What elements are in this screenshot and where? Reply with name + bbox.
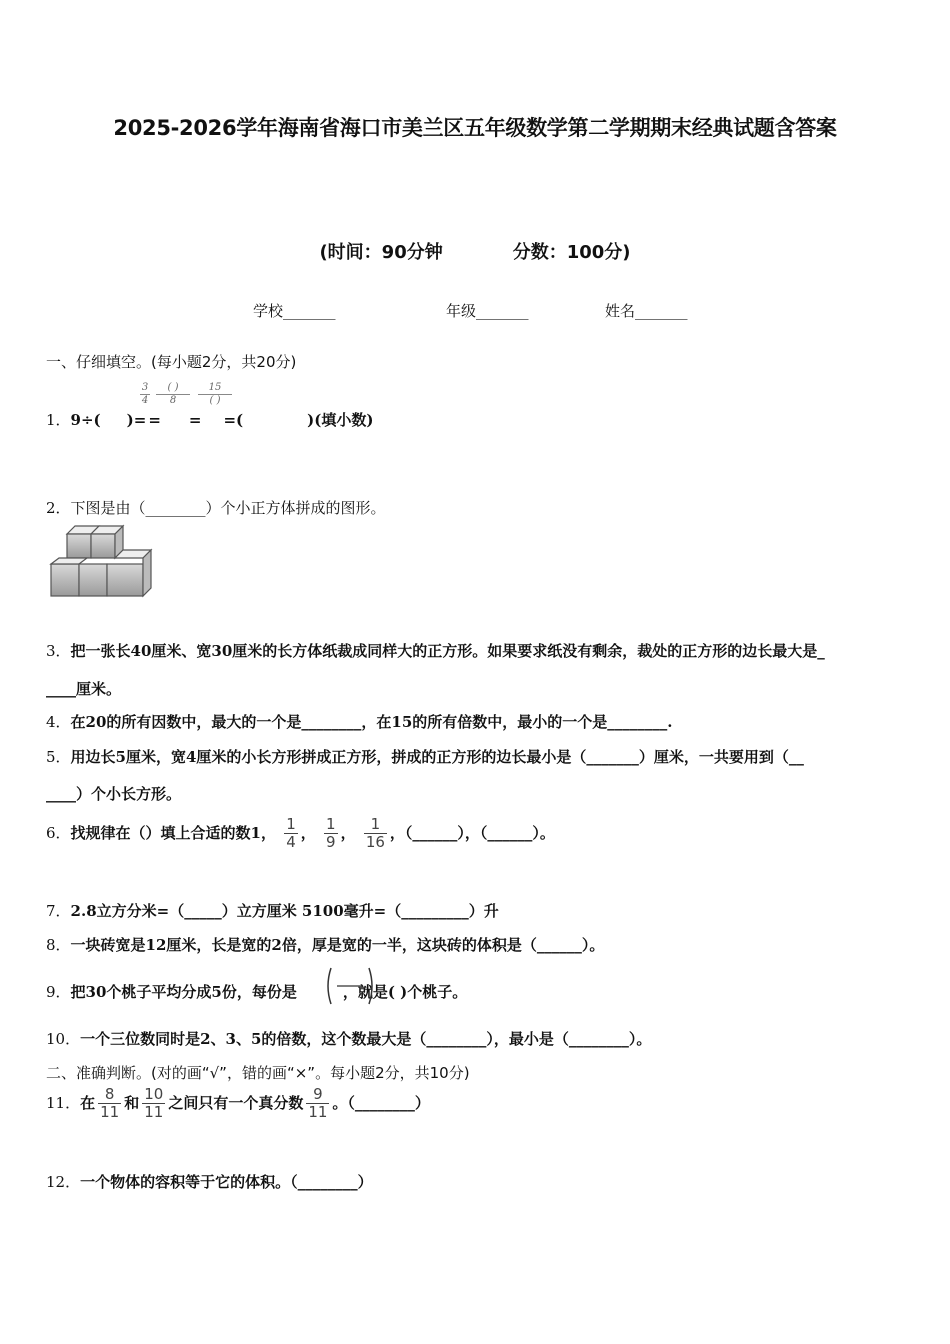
question-6: 6．找规律在（）填上合适的数1， $\frac{1}{4}$ ， $\frac{1}{9}$ ， $\frac{1}{16}$ ，（______），（______）。 [46,815,555,851]
question-12: 12．一个物体的容积等于它的体积。（________） [46,1173,373,1191]
section-2-heading: 二、准确判断。(对的画“√”，错的画“×”。每小题2分，共10分) [46,1064,470,1082]
question-4: 4．在20的所有因数中，最大的一个是________，在15的所有倍数中，最小的一个是________. [46,713,673,731]
q6-fraction-1-16: $\frac{1}{16}$ [365,815,385,851]
exam-meta [0,238,950,264]
question-5-line-2: ____）个小长方形。 [46,785,182,803]
question-3-line-1: 3．把一张长40厘米、宽30厘米的长方体纸裁成同样大的正方形。如果要求纸没有剩余，裁处的正方形的边长最大是_ [46,642,825,660]
q1-fraction-blank-8: ( ) 8 [156,382,190,407]
page-title: 2025-2026学年海南省海口市美兰区五年级数学第二学期期末经典试题含答案 [113,116,837,140]
time-label: (时间：90分钟 [319,242,443,263]
question-5-line-1: 5．用边长5厘米，宽4厘米的小长方形拼成正方形，拼成的正方形的边长最小是（_______）厘米，一共要用到（__ [46,748,804,766]
q11-fraction-8-11: $\frac{8}{11}$ [100,1085,120,1121]
question-8: 8．一块砖宽是12厘米，长是宽的2倍，厚是宽的一半，这块砖的体积是（______）。 [46,936,605,954]
cube-stack-figure [47,524,157,602]
question-7: 7．2.8立方分米=（_____）立方厘米 5100毫升=（_________）升 [46,902,499,920]
q9-blank-fraction-box[interactable] [325,966,375,1006]
section-1-heading: 一、仔细填空。(每小题2分，共20分) [46,353,297,371]
question-1: 1．9÷( )= = = =( )(填小数) [46,411,374,429]
q11-fraction-9-11: $\frac{9}{11}$ [308,1085,328,1121]
question-11: 11．在 $\frac{8}{11}$ 和 $\frac{10}{11}$ 之间只有一个真分数 $\frac{9}{11}$ 。（________） [46,1085,430,1121]
question-3-line-2: ____厘米。 [46,680,122,698]
grade-field[interactable]: 年级_______ [446,302,529,320]
q1-fraction-15-blank: 15 ( ) [198,382,232,407]
school-field[interactable]: 学校_______ [253,302,336,320]
question-2: 2．下图是由（________）个小正方体拼成的图形。 [46,499,386,517]
q11-fraction-10-11: $\frac{10}{11}$ [144,1085,164,1121]
question-9: 9．把30个桃子平均分成5份，每份是 ，就是( )个桃子。 [46,983,468,1001]
score-label: 分数：100分) [512,242,631,263]
q6-fraction-1-9: $\frac{1}{9}$ [326,815,336,851]
q6-fraction-1-4: $\frac{1}{4}$ [286,815,296,851]
q1-fraction-3-4: $\frac{3}{4}$ [141,382,149,406]
question-10: 10．一个三位数同时是2、3、5的倍数，这个数最大是（________），最小是（________）。 [46,1030,652,1048]
name-field[interactable]: 姓名_______ [605,302,688,320]
